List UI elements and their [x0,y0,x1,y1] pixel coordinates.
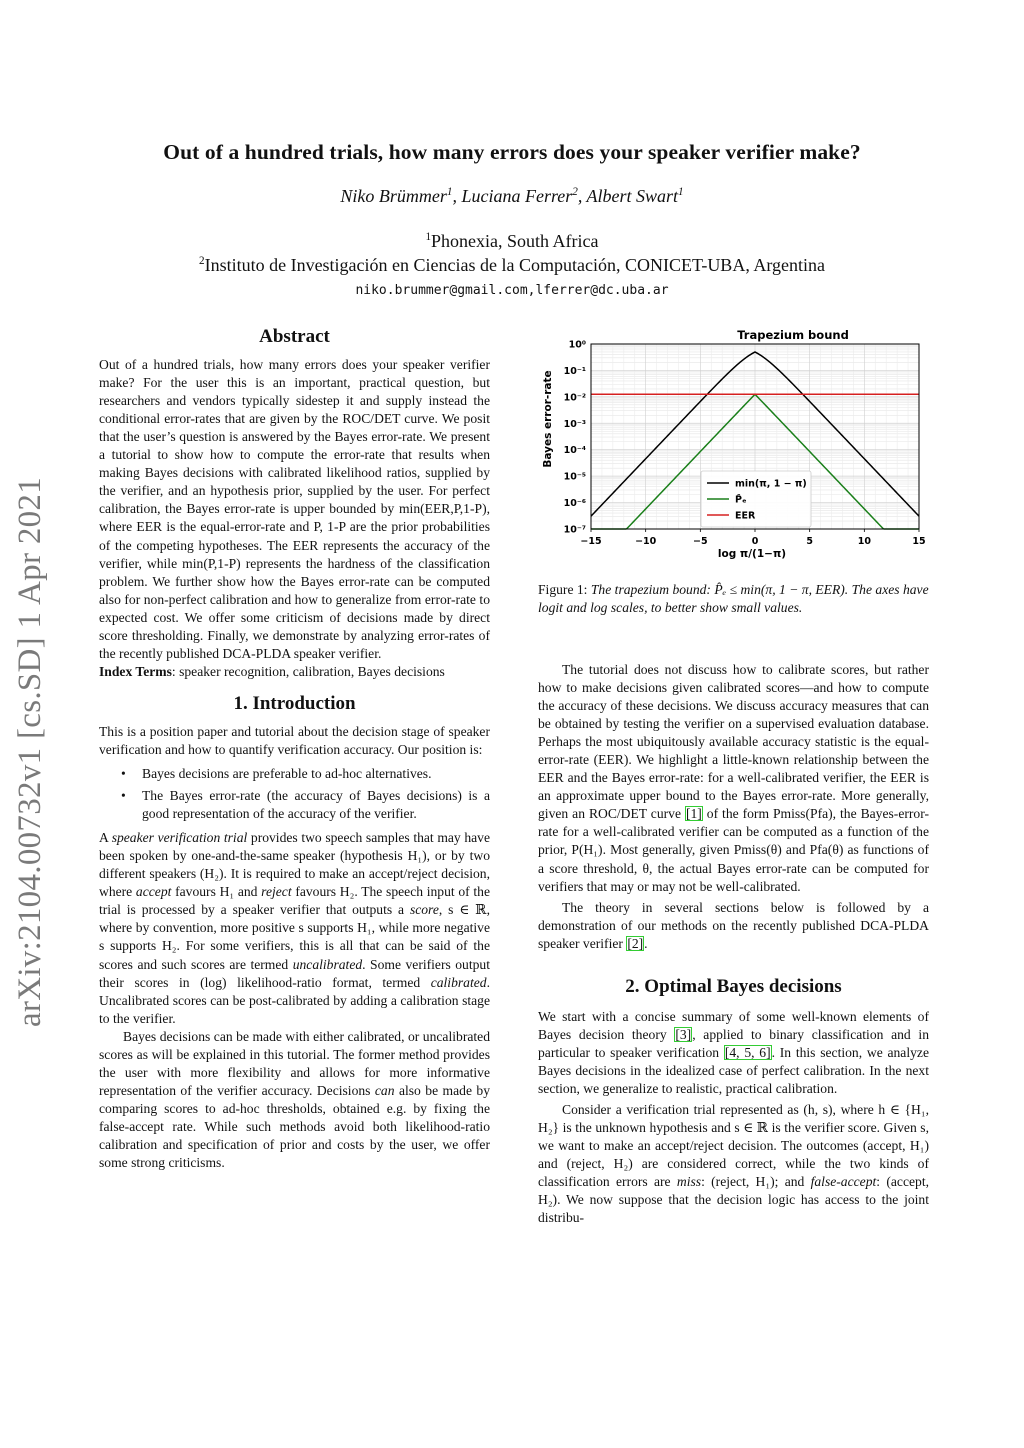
figure-caption [538,581,933,617]
x-tick-label: −5 [693,536,708,547]
affiliation-2-text: Instituto de Investigación en Ciencias de la Computación, CONICET-UBA, Argentina [204,255,825,275]
y-axis-label: Bayes error-rate [542,370,554,468]
emphasis: can [374,1082,395,1098]
y-tick-label: 10⁻⁷ [563,524,586,536]
intro-paragraph-1: This is a position paper and tutorial about the decision stage of speaker verification and how to quantify verification accuracy. Our position is: [99,723,490,757]
author-1: Niko Brümmer [340,186,447,206]
text-run: : (accept, H₂). We now suppose that the decision logic has access to the joint distribu- [538,1174,929,1226]
text-run: favours H₁ and [171,884,262,900]
affiliation-1 [0,231,1024,252]
intro-paragraph-3 [99,1028,490,1172]
text-run: also be made by comparing scores to ad-hoc thresholds, obtained e.g. by fixing the false-accept rate. While such methods avoid both likelihood-ratio calibration and specification of prior and costs by the user, we offer some strong criticisms. [99,1082,490,1171]
author-3-affil: 1 [678,186,684,198]
author-2-affil: 2 [572,186,578,198]
y-tick-label: 10⁻¹ [563,365,586,377]
citation-link[interactable]: [1] [685,806,702,822]
introduction-heading: 1. Introduction [233,692,356,714]
y-tick-label: 10⁰ [568,339,586,351]
abstract-heading: Abstract [259,326,330,347]
emphasis: false-accept [810,1174,877,1190]
emphasis: uncalibrated [292,956,363,972]
x-tick-label: −10 [635,536,657,547]
text-run: The tutorial does not discuss how to calibrate scores, but rather how to make decisions given calibrated scores—and how to compute the accuracy of these decisions. We discuss accuracy measures that can be obtained by testing the verifier on a supervised evaluation database. Perhaps the most ubiquitously available accuracy statistic is the equal-error-rate (EER). We highlight a little-known relationship between the EER and the Bayes error-rate: for a well-calibrated verifier, the EER is an approximate upper bound to the Bayes error-rate. More generally, given an ROC/DET curve [538,662,929,822]
affiliation-2 [0,255,1024,276]
text-run: Consider a verification trial represented as (h, s), where h ∈ {H₁, H₂} is the unknown hypothesis and s ∈ ℝ is the verifier score. Given s, we want to make an accept/reject decision. The outcomes (accept, H₁) and (reject, H₂) are considered correct, while the two kinds of classification errors are [538,1102,929,1190]
text-run: , applied to binary classification and in particular to speaker verification [538,1026,929,1060]
x-tick-label: 15 [912,536,926,547]
figure-caption-label: Figure 1: [538,582,591,597]
emphasis: calibrated [430,974,487,990]
affiliation-1-num: 1 [425,231,432,243]
intro-paragraph-2 [99,829,490,1028]
y-axis-ticks [564,340,586,536]
affiliation-1-text: Phonexia, South Africa [431,231,599,251]
author-list [0,186,1024,207]
legend-label: P̂ₑ [735,494,747,506]
text-run: The theory in several sections below is followed by a demonstration of our methods on the recently published DCA-PLDA speaker verifier [538,899,929,951]
x-tick-label: −15 [580,536,602,547]
section-2-paragraph-1 [538,1008,929,1098]
figure-caption-text: The trapezium bound: P̂ₑ ≤ min(π, 1 − π, EER). The axes have logit and log scales, to better show small values. [538,582,929,615]
arxiv-stamp: arXiv:2104.00732v1 [cs.SD] 1 Apr 2021 [12,476,48,1028]
emphasis: score [409,902,439,918]
text-run: We start with a concise summary of some well-known elements of Bayes decision theory [538,1008,929,1042]
y-tick-label: 10⁻⁵ [563,471,586,483]
emphasis: accept [135,884,172,900]
right-paragraph-1 [538,661,929,896]
y-tick-label: 10⁻² [563,392,586,404]
citation-link[interactable]: [4, 5, 6] [724,1044,771,1060]
x-tick-label: 10 [857,536,871,547]
y-tick-label: 10⁻⁶ [563,498,586,510]
trapezium-bound-chart [538,325,933,570]
index-terms-text: : speaker recognition, calibration, Bayes decisions [171,663,445,679]
text-run: . Uncalibrated scores can be post-calibrated by adding a calibration stage to the verifier. [99,974,490,1026]
y-tick-label: 10⁻³ [563,418,586,430]
citation-link[interactable]: [2] [627,935,644,951]
citation-link[interactable]: [3] [675,1026,692,1042]
index-terms [99,663,490,681]
text-run: of the form Pmiss(Pfa), the Bayes-error-rate for a well-calibrated verifier can be computed as a function of the prior, P(H₁). Most generally, given Pmiss(θ) and Pfa(θ) as functions of a score threshold, θ, the actual Bayes error-rate can be computed for verifiers that may or may not be well-calibrated. [538,806,929,894]
abstract-text: Out of a hundred trials, how many errors does your speaker verifier make? For the user this is an important, practical question, but researchers and vendors typically sidestep it and supply instead the conditional error-rates that are given by the ROC/DET curve. We posit that the user’s question is answered by the Bayes error-rate. We present a tutorial to show how to compute the error-rate that results when making Bayes decisions with calibrated likelihood ratios, supplied by the verifier, and an hypothesis prior, supplied by the user. For perfect calibration, the Bayes error-rate is upper bounded by min(EER,P,1-P), where EER is the equal-error-rate and P, 1-P are the prior probabilities of the competing hypotheses. The EER represents the accuracy of the verifier, while min(P,1-P) represents the hardness of the classification problem. We further show how the Bayes error-rate can be computed also for non-perfect calibration and how to generalize from error-rate to expected cost. We offer some criticism of decisions made by direct score thresholding. Finally, we demonstrate by analyzing error-rates of the recently published DCA-PLDA speaker verifier. [99,357,490,661]
text-run: Bayes decisions can be made with either calibrated, or uncalibrated scores as will be explained in this tutorial. The former method provides the user with more flexibility and allows for more informative representation of the verifier accuracy. Decisions [99,1028,490,1098]
author-3: , Albert Swart [577,186,679,206]
list-item: • Bayes decisions are preferable to ad-hoc alternatives. [99,765,490,783]
y-tick-label: 10⁻⁴ [563,445,586,457]
left-column [99,328,490,1172]
text-run: favours H₂. The speech input of the trial is processed by a speaker verifier that outputs a [99,884,491,918]
text-run: provides two speech samples that may have been spoken by one-and-the-same speaker (hypothesis H₁), or by two different speakers (H₂). It is required to make an accept/reject decision, where [99,830,491,900]
emphasis: reject [261,884,292,900]
emphasis: miss [676,1174,702,1190]
section-2-paragraph-2 [538,1101,929,1227]
text-run: . In this section, we analyze Bayes decisions in the idealized case of perfect calibration. In the next section, we generalize to realistic, practical calibration. [538,1044,929,1096]
legend-label: EER [735,510,756,522]
x-tick-label: 0 [751,536,759,547]
author-1-affil: 1 [446,186,453,198]
section-2-heading: 2. Optimal Bayes decisions [625,975,842,997]
text-run: , s ∈ ℝ, where by convention, more positive s supports H₁, while more negative s supports H₂. For some verifiers, this is all that can be said of the scores and such scores are termed [99,902,490,972]
index-terms-label: Index Terms [99,663,172,679]
text-run: . Some verifiers output their scores in (log) likelihood-ratio format, termed [99,956,490,990]
emphasis: speaker verification trial [111,830,248,846]
text-run: : (reject, H₁); and [701,1174,811,1190]
right-paragraph-2 [538,899,929,953]
author-2: , Luciana Ferrer [452,186,573,206]
text-run: A [99,830,112,846]
affiliation-2-num: 2 [199,255,205,267]
position-list [99,765,490,823]
paper-title: Out of a hundred trials, how many errors does your speaker verifier make? [163,140,861,164]
legend-label: min(π, 1 − π) [735,478,807,490]
x-tick-label: 5 [806,536,813,547]
list-item: • The Bayes error-rate (the accuracy of Bayes decisions) is a good representation of the accuracy of the verifier. [99,787,490,823]
text-run: . [644,935,648,951]
x-axis-ticks [580,529,925,547]
x-axis-label: log π/(1−π) [717,548,787,560]
right-column [538,661,929,1227]
author-emails: niko.brummer@gmail.com,lferrer@dc.uba.ar [355,283,669,298]
chart-legend [701,471,811,527]
chart-title: Trapezium bound [737,328,849,342]
